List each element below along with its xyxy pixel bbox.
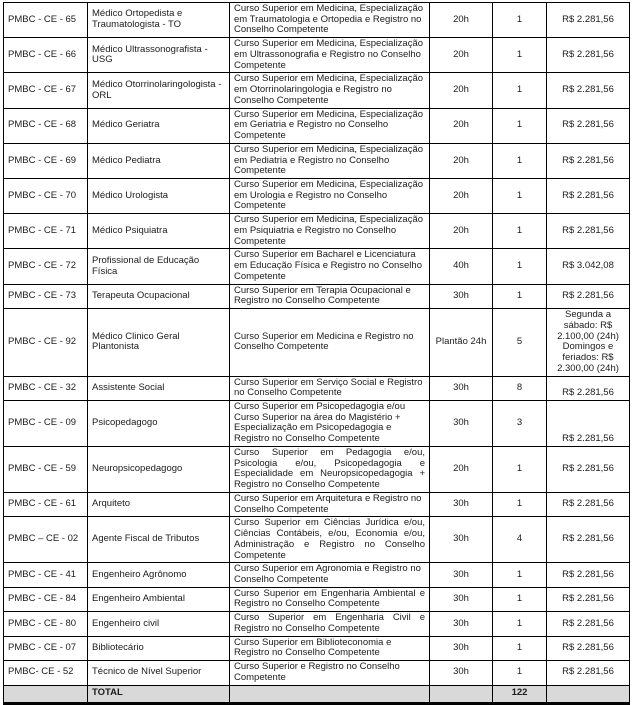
table-row xyxy=(4,400,630,446)
salary-cell: R$ 2.281,56 xyxy=(547,636,630,660)
requirements-cell: Curso Superior em Medicina e Registro no Conselho Competente xyxy=(230,309,430,376)
position-cell: Neuropsicopedagogo xyxy=(88,446,230,492)
salary-cell: R$ 2.281,56 xyxy=(547,492,630,516)
code-cell: PMBC - CE - 07 xyxy=(4,636,88,660)
salary-cell: R$ 2.281,56 xyxy=(547,517,630,563)
hours-cell: 20h xyxy=(430,3,493,38)
code-cell: PMBC – CE - 02 xyxy=(4,517,88,563)
position-cell: Agente Fiscal de Tributos xyxy=(88,517,230,563)
code-cell: PMBC - CE - 92 xyxy=(4,309,88,376)
vacancies-cell: 1 xyxy=(493,73,547,108)
vacancies-cell: 1 xyxy=(493,661,547,685)
requirements-cell: Curso Superior em Medicina, Especialização em Ultrassonografia e Registro no Conselho Competente xyxy=(230,38,430,73)
position-cell: Arquiteto xyxy=(88,492,230,516)
requirements-cell: Curso Superior em Biblioteconomia e Registro no Conselho Competente xyxy=(230,636,430,660)
salary-cell: R$ 2.281,56 xyxy=(547,446,630,492)
requirements-cell: Curso Superior em Arquitetura e Registro no Conselho Competente xyxy=(230,492,430,516)
vacancies-cell: 1 xyxy=(493,214,547,249)
total-salary-cell xyxy=(547,685,630,703)
code-cell: PMBC- CE - 52 xyxy=(4,661,88,685)
code-cell: PMBC - CE - 66 xyxy=(4,38,88,73)
table-row xyxy=(4,492,630,516)
table-row xyxy=(4,517,630,563)
total-hours-cell xyxy=(430,685,493,703)
hours-cell: 30h xyxy=(430,400,493,446)
hours-cell: 20h xyxy=(430,214,493,249)
salary-cell: R$ 2.281,56 xyxy=(547,214,630,249)
table-row xyxy=(4,249,630,284)
hours-cell: Plantão 24h xyxy=(430,309,493,376)
hours-cell: 30h xyxy=(430,587,493,611)
salary-cell: R$ 2.281,56 xyxy=(547,563,630,587)
table-row xyxy=(4,38,630,73)
table-row xyxy=(4,446,630,492)
table-row xyxy=(4,309,630,376)
code-cell: PMBC - CE - 68 xyxy=(4,108,88,143)
code-cell: PMBC - CE - 61 xyxy=(4,492,88,516)
position-cell: Médico Geriatra xyxy=(88,108,230,143)
position-cell: Bibliotecário xyxy=(88,636,230,660)
vacancies-cell: 1 xyxy=(493,143,547,178)
code-cell: PMBC - CE - 65 xyxy=(4,3,88,38)
position-cell: Engenheiro civil xyxy=(88,612,230,636)
requirements-cell: Curso Superior em Ciências Jurídica e/ou, Ciências Contábeis, e/ou, Economia e/ou, Administração e Registro no Conselho Competente xyxy=(230,517,430,563)
table-row xyxy=(4,73,630,108)
requirements-cell: Curso Superior em Bacharel e Licenciatura em Educação Física e Registro no Conselho Competente xyxy=(230,249,430,284)
table-row xyxy=(4,587,630,611)
code-cell: PMBC - CE - 80 xyxy=(4,612,88,636)
position-cell: Técnico de Nível Superior xyxy=(88,661,230,685)
table-row xyxy=(4,376,630,400)
hours-cell: 20h xyxy=(430,38,493,73)
total-vacancies-cell: 122 xyxy=(493,685,547,703)
hours-cell: 30h xyxy=(430,612,493,636)
table-row xyxy=(4,636,630,660)
position-cell: Psicopedagogo xyxy=(88,400,230,446)
requirements-cell: Curso Superior em Psicopedagogia e/ou Curso Superior na área do Magistério + Especialização em Psicopedagogia e Registro no Conselho Competente xyxy=(230,400,430,446)
vacancies-cell: 3 xyxy=(493,400,547,446)
table-row xyxy=(4,612,630,636)
position-cell: Engenheiro Agrônomo xyxy=(88,563,230,587)
code-cell: PMBC - CE - 09 xyxy=(4,400,88,446)
code-cell: PMBC - CE - 32 xyxy=(4,376,88,400)
vacancies-cell: 5 xyxy=(493,309,547,376)
requirements-cell: Curso Superior em Agronomia e Registro no Conselho Competente xyxy=(230,563,430,587)
vacancies-cell: 1 xyxy=(493,446,547,492)
salary-cell: R$ 2.281,56 xyxy=(547,38,630,73)
table-row xyxy=(4,108,630,143)
requirements-cell: Curso Superior em Terapia Ocupacional e Registro no Conselho Competente xyxy=(230,284,430,308)
requirements-cell: Curso Superior em Medicina, Especialização em Pediatria e Registro no Conselho Competente xyxy=(230,143,430,178)
requirements-cell: Curso Superior e Registro no Conselho Competente xyxy=(230,661,430,685)
requirements-cell: Curso Superior em Engenharia Civil e Registro no Conselho Competente xyxy=(230,612,430,636)
requirements-cell: Curso Superior em Serviço Social e Registro no Conselho Competente xyxy=(230,376,430,400)
requirements-cell: Curso Superior em Engenharia Ambiental e Registro no Conselho Competente xyxy=(230,587,430,611)
position-cell: Médico Clinico Geral Plantonista xyxy=(88,309,230,376)
hours-cell: 30h xyxy=(430,492,493,516)
vacancies-cell: 4 xyxy=(493,517,547,563)
vacancies-cell: 1 xyxy=(493,284,547,308)
vacancies-table xyxy=(3,2,630,705)
position-cell: Médico Ortopedista e Traumatologista - TO xyxy=(88,3,230,38)
requirements-cell: Curso Superior em Pedagogia e/ou, Psicologia e/ou, Psicopedagogia e Especialidade em Neuropsicopedagogia + Registro no Conselho Competente xyxy=(230,446,430,492)
hours-cell: 30h xyxy=(430,563,493,587)
vacancies-cell: 1 xyxy=(493,3,547,38)
vacancies-cell: 1 xyxy=(493,249,547,284)
code-cell: PMBC - CE - 84 xyxy=(4,587,88,611)
total-code-cell xyxy=(4,685,88,703)
salary-cell: R$ 2.281,56 xyxy=(547,73,630,108)
position-cell: Médico Psiquiatra xyxy=(88,214,230,249)
table-row xyxy=(4,214,630,249)
table-row xyxy=(4,143,630,178)
code-cell: PMBC - CE - 71 xyxy=(4,214,88,249)
vacancies-cell: 1 xyxy=(493,179,547,214)
vacancies-cell: 1 xyxy=(493,38,547,73)
hours-cell: 30h xyxy=(430,661,493,685)
table-body xyxy=(4,3,630,704)
code-cell: PMBC - CE - 72 xyxy=(4,249,88,284)
total-label-cell: TOTAL xyxy=(88,685,230,703)
requirements-cell: Curso Superior em Medicina, Especialização em Geriatria e Registro no Conselho Competente xyxy=(230,108,430,143)
code-cell: PMBC - CE - 41 xyxy=(4,563,88,587)
salary-cell: R$ 2.281,56 xyxy=(547,661,630,685)
hours-cell: 20h xyxy=(430,143,493,178)
table-row xyxy=(4,284,630,308)
vacancies-cell: 1 xyxy=(493,108,547,143)
total-requirements-cell xyxy=(230,685,430,703)
position-cell: Profissional de Educação Física xyxy=(88,249,230,284)
salary-cell: Segunda a sábado: R$ 2.100,00 (24h) Domingos e feriados: R$ 2.300,00 (24h) xyxy=(547,309,630,376)
vacancies-cell: 1 xyxy=(493,563,547,587)
position-cell: Terapeuta Ocupacional xyxy=(88,284,230,308)
code-cell: PMBC - CE - 69 xyxy=(4,143,88,178)
requirements-cell: Curso Superior em Medicina, Especialização em Psiquiatria e Registro no Conselho Competente xyxy=(230,214,430,249)
code-cell: PMBC - CE - 59 xyxy=(4,446,88,492)
table-row xyxy=(4,3,630,38)
hours-cell: 30h xyxy=(430,517,493,563)
salary-cell: R$ 3.042,08 xyxy=(547,249,630,284)
salary-cell: R$ 2.281,56 xyxy=(547,587,630,611)
salary-cell: R$ 2.281,56 xyxy=(547,179,630,214)
position-cell: Médico Ultrassonografista - USG xyxy=(88,38,230,73)
position-cell: Médico Urologista xyxy=(88,179,230,214)
vacancies-cell: 1 xyxy=(493,636,547,660)
hours-cell: 40h xyxy=(430,249,493,284)
salary-cell: R$ 2.281,56 xyxy=(547,400,630,446)
hours-cell: 20h xyxy=(430,108,493,143)
hours-cell: 20h xyxy=(430,179,493,214)
hours-cell: 20h xyxy=(430,446,493,492)
hours-cell: 20h xyxy=(430,73,493,108)
vacancies-cell: 1 xyxy=(493,492,547,516)
position-cell: Engenheiro Ambiental xyxy=(88,587,230,611)
code-cell: PMBC - CE - 73 xyxy=(4,284,88,308)
salary-cell: R$ 2.281,56 xyxy=(547,284,630,308)
hours-cell: 30h xyxy=(430,284,493,308)
salary-cell: R$ 2.281,56 xyxy=(547,143,630,178)
salary-cell: R$ 2.281,56 xyxy=(547,376,630,400)
salary-cell: R$ 2.281,56 xyxy=(547,612,630,636)
table-row xyxy=(4,179,630,214)
salary-cell: R$ 2.281,56 xyxy=(547,108,630,143)
hours-cell: 30h xyxy=(430,636,493,660)
salary-cell: R$ 2.281,56 xyxy=(547,3,630,38)
total-row xyxy=(4,685,630,703)
requirements-cell: Curso Superior em Medicina, Especialização em Otorrinolaringologia e Registro no Conselho Competente xyxy=(230,73,430,108)
vacancies-cell: 8 xyxy=(493,376,547,400)
vacancies-cell: 1 xyxy=(493,612,547,636)
table-row xyxy=(4,563,630,587)
hours-cell: 30h xyxy=(430,376,493,400)
position-cell: Assistente Social xyxy=(88,376,230,400)
requirements-cell: Curso Superior em Medicina, Especialização em Traumatologia e Ortopedia e Registro no Conselho Competente xyxy=(230,3,430,38)
code-cell: PMBC - CE - 70 xyxy=(4,179,88,214)
requirements-cell: Curso Superior em Medicina, Especialização em Urologia e Registro no Conselho Competente xyxy=(230,179,430,214)
vacancies-cell: 1 xyxy=(493,587,547,611)
position-cell: Médico Pediatra xyxy=(88,143,230,178)
code-cell: PMBC - CE - 67 xyxy=(4,73,88,108)
position-cell: Médico Otorrinolaringologista - ORL xyxy=(88,73,230,108)
table-row xyxy=(4,661,630,685)
